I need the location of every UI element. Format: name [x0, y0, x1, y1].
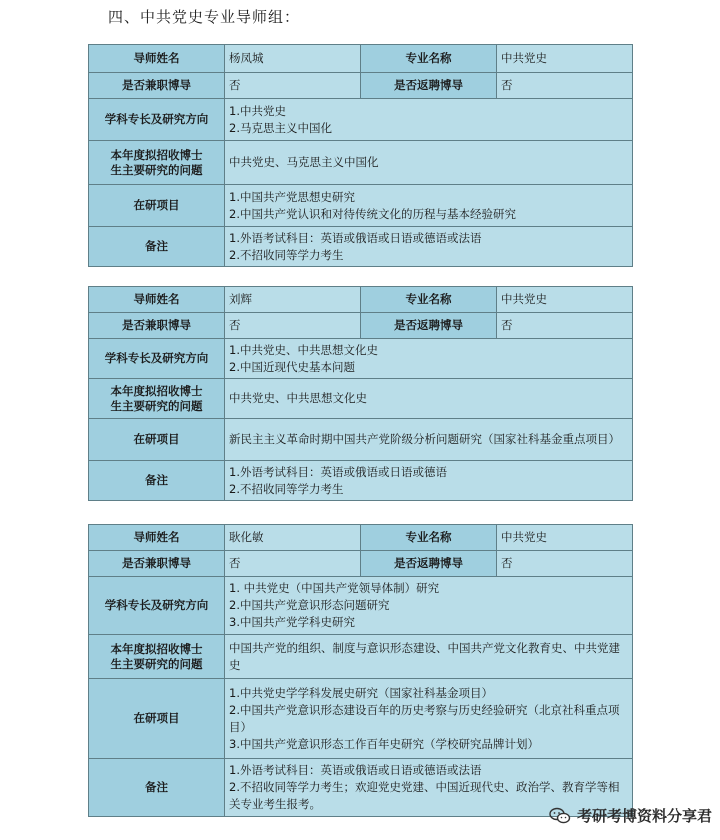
label-concurrent: 是否兼职博导 — [89, 551, 225, 577]
section-heading: 四、中共党史专业导师组： — [108, 8, 301, 26]
concurrent-value: 否 — [225, 551, 361, 577]
wechat-icon — [549, 807, 571, 825]
project-line: 1.中共党史学学科发展史研究（国家社科基金项目） — [229, 685, 493, 700]
label-problems-line: 本年度拟招收博士 — [110, 383, 203, 398]
watermark — [549, 805, 712, 826]
label-specialty: 学科专长及研究方向 — [89, 339, 225, 379]
label-notes: 备注 — [89, 461, 225, 501]
label-projects: 在研项目 — [89, 419, 225, 461]
note-line: 2.不招收同等学力考生 — [229, 247, 344, 262]
label-problems-line: 本年度拟招收博士 — [110, 641, 203, 656]
tutor-table-1 — [88, 44, 633, 267]
watermark-text: 考研考博资料分享君 — [576, 807, 712, 825]
notes-value — [225, 227, 633, 267]
label-major: 专业名称 — [361, 287, 497, 313]
label-concurrent: 是否兼职博导 — [89, 313, 225, 339]
rehired-value: 否 — [497, 73, 633, 99]
problems-value — [225, 635, 633, 679]
tutor-table-3 — [88, 524, 633, 817]
problems-line: 中共党史、中共思想文化史 — [229, 391, 367, 405]
project-line: 2.中国共产党意识形态建设百年的历史考察与历史经验研究（北京社科重点项目） — [229, 702, 620, 734]
label-projects: 在研项目 — [89, 679, 225, 759]
label-rehired: 是否返聘博导 — [361, 313, 497, 339]
problems-value — [225, 379, 633, 419]
label-problems — [89, 141, 225, 185]
problems-line: 中共党史、马克思主义中国化 — [229, 155, 379, 169]
label-problems-line: 生主要研究的问题 — [110, 656, 203, 671]
label-specialty: 学科专长及研究方向 — [89, 99, 225, 141]
project-line: 新民主主义革命时期中国共产党阶级分析问题研究（国家社科基金重点项目） — [229, 432, 620, 446]
specialty-line: 2.中国近现代史基本问题 — [229, 359, 355, 374]
tutor-name: 刘辉 — [225, 287, 361, 313]
specialty-line: 3.中国共产党学科史研究 — [229, 615, 355, 629]
label-rehired: 是否返聘博导 — [361, 73, 497, 99]
specialty-line: 1.中共党史、中共思想文化史 — [229, 342, 378, 357]
note-line: 1.外语考试科目：英语或俄语或日语或德语或法语 — [229, 230, 482, 245]
label-tutor-name: 导师姓名 — [89, 525, 225, 551]
specialty-line: 1.中共党史 — [229, 103, 286, 118]
label-major: 专业名称 — [361, 525, 497, 551]
major-value: 中共党史 — [497, 525, 633, 551]
label-problems — [89, 635, 225, 679]
projects-value — [225, 419, 633, 461]
label-problems-line: 生主要研究的问题 — [110, 162, 203, 177]
label-tutor-name: 导师姓名 — [89, 45, 225, 73]
label-problems-line: 生主要研究的问题 — [110, 398, 203, 413]
label-rehired: 是否返聘博导 — [361, 551, 497, 577]
label-problems — [89, 379, 225, 419]
specialty-value — [225, 577, 633, 635]
label-tutor-name: 导师姓名 — [89, 287, 225, 313]
note-line: 1.外语考试科目：英语或俄语或日语或德语 — [229, 464, 447, 479]
project-line: 3.中国共产党意识形态工作百年史研究（学校研究品牌计划） — [229, 736, 539, 751]
specialty-value — [225, 339, 633, 379]
project-line: 2.中国共产党认识和对待传统文化的历程与基本经验研究 — [229, 206, 516, 221]
specialty-line: 2.马克思主义中国化 — [229, 120, 332, 135]
label-notes: 备注 — [89, 759, 225, 817]
projects-value — [225, 679, 633, 759]
note-line: 2.不招收同等学力考生 — [229, 481, 344, 496]
specialty-value — [225, 99, 633, 141]
note-line: 2.不招收同等学力考生；欢迎党史党建、中国近现代史、政治学、教育学等相关专业考生报考。 — [229, 780, 620, 811]
label-problems-line: 本年度拟招收博士 — [110, 147, 203, 162]
rehired-value: 否 — [497, 313, 633, 339]
tutor-table-2 — [88, 286, 633, 501]
specialty-line: 1. 中共党史（中国共产党领导体制）研究 — [229, 581, 440, 595]
label-specialty: 学科专长及研究方向 — [89, 577, 225, 635]
problems-line: 中国共产党的组织、制度与意识形态建设、中国共产党文化教育史、中共党建史 — [229, 640, 620, 672]
projects-value — [225, 185, 633, 227]
tutor-name: 杨凤城 — [225, 45, 361, 73]
major-value: 中共党史 — [497, 287, 633, 313]
problems-value — [225, 141, 633, 185]
tutor-name: 耿化敏 — [225, 525, 361, 551]
note-line: 1.外语考试科目：英语或俄语或日语或德语或法语 — [229, 763, 482, 777]
label-notes: 备注 — [89, 227, 225, 267]
major-value: 中共党史 — [497, 45, 633, 73]
notes-value — [225, 461, 633, 501]
label-major: 专业名称 — [361, 45, 497, 73]
concurrent-value: 否 — [225, 313, 361, 339]
label-concurrent: 是否兼职博导 — [89, 73, 225, 99]
project-line: 1.中国共产党思想史研究 — [229, 189, 355, 204]
concurrent-value: 否 — [225, 73, 361, 99]
rehired-value: 否 — [497, 551, 633, 577]
label-projects: 在研项目 — [89, 185, 225, 227]
specialty-line: 2.中国共产党意识形态问题研究 — [229, 598, 390, 612]
